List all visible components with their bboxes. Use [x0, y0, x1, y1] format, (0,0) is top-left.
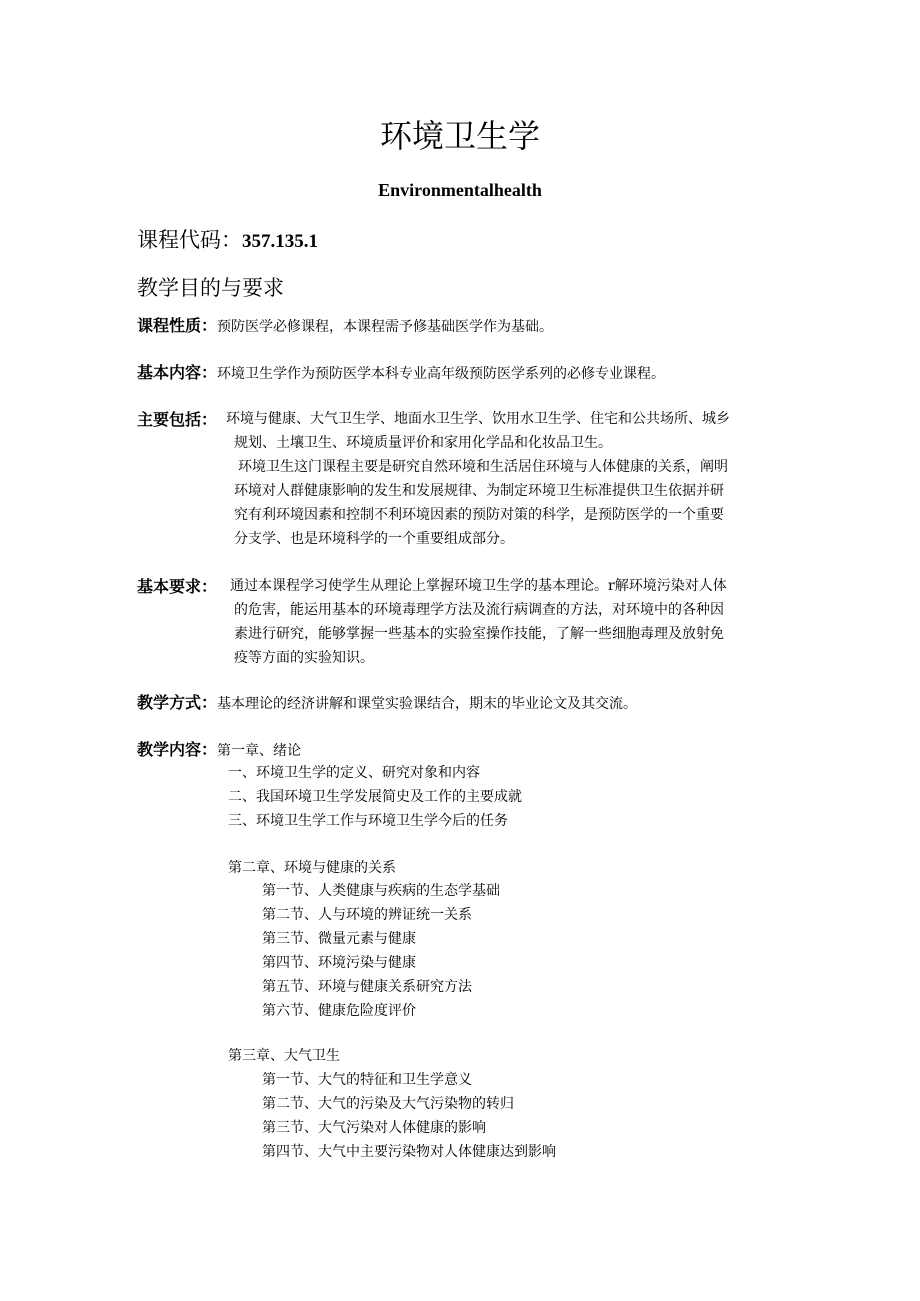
- requirements-line: 的危害，能运用基本的环境毒理学方法及流行病调查的方法，对环境中的各种因: [234, 602, 724, 618]
- requirements-line: 疫等方面的实验知识。: [234, 650, 374, 666]
- section-item: 二、我国环境卫生学发展简史及工作的主要成就: [228, 789, 522, 805]
- document-subtitle: Environmentalhealth: [378, 180, 542, 200]
- section-item: 第六节、健康危险度评价: [262, 1003, 416, 1019]
- includes-line: 究有利环境因素和控制不利环境因素的预防对策的科学，是预防医学的一个重要: [234, 507, 724, 523]
- methods-text: 基本理论的经济讲解和课堂实验课结合，期末的毕业论文及其交流。: [217, 696, 638, 712]
- nature-line: [137, 313, 553, 339]
- teaching-line: [137, 737, 301, 763]
- requirements-line: 通过本课程学习使学生从理论上掌握环境卫生学的基本理论。r解环境污染对人体: [230, 578, 727, 594]
- nature-label: 课程性质：: [137, 316, 218, 335]
- section-item: 第二节、大气的污染及大气污染物的转归: [262, 1096, 514, 1112]
- section-item: 第四节、大气中主要污染物对人体健康达到影响: [262, 1144, 556, 1160]
- section-item: 第一节、人类健康与疾病的生态学基础: [262, 883, 500, 899]
- requirements-line: 素进行研究，能够掌握一些基本的实验室操作技能，了解一些细胞毒理及放射免: [234, 626, 724, 642]
- includes-paragraph: [226, 407, 730, 551]
- course-code-value: 357.135.1: [242, 231, 318, 252]
- section-item: 第一节、大气的特征和卫生学意义: [262, 1072, 472, 1088]
- includes-line: 环境对人群健康影响的发生和发展规律、为制定环境卫生标准提供卫生依据并研: [234, 483, 724, 499]
- chapter-2-items: [262, 879, 500, 1023]
- chapter-title: 第三章、大气卫生: [228, 1048, 340, 1064]
- objectives-heading: 教学目的与要求: [137, 276, 284, 300]
- section-item: 第三节、微量元素与健康: [262, 931, 416, 947]
- course-code-line: [137, 226, 318, 254]
- section-item: 第二节、人与环境的辨证统一关系: [262, 907, 472, 923]
- section-item: 第五节、环境与健康关系研究方法: [262, 979, 472, 995]
- document-title: 环境卫生学: [379, 117, 540, 155]
- chapter-1-items: [228, 761, 522, 833]
- section-item: 一、环境卫生学的定义、研究对象和内容: [228, 765, 480, 781]
- includes-line: 环境与健康、大气卫生学、地面水卫生学、饮用水卫生学、住宅和公共场所、城乡: [226, 411, 730, 427]
- content-line: [137, 360, 665, 386]
- nature-text: 预防医学必修课程，本课程需予修基础医学作为基础。: [217, 319, 554, 335]
- methods-label: 教学方式：: [137, 693, 218, 712]
- section-item: 第四节、环境污染与健康: [262, 955, 416, 971]
- includes-line: 环境卫生这门课程主要是研究自然环境和生活居住环境与人体健康的关系，阐明: [238, 459, 728, 475]
- includes-line: 分支学、也是环境科学的一个重要组成部分。: [234, 531, 514, 547]
- content-text: 环境卫生学作为预防医学本科专业高年级预防医学系列的必修专业课程。: [217, 366, 666, 382]
- methods-line: [137, 690, 637, 716]
- requirements-paragraph: [230, 574, 727, 670]
- section-item: 三、环境卫生学工作与环境卫生学今后的任务: [228, 813, 508, 829]
- requirements-label: 基本要求：: [137, 577, 218, 596]
- includes-label: 主要包括：: [137, 410, 218, 429]
- section-item: 第三节、大气污染对人体健康的影响: [262, 1120, 486, 1136]
- chapter-3-items: [262, 1068, 556, 1164]
- content-label: 基本内容：: [137, 363, 218, 382]
- includes-line: 规划、土壤卫生、环境质量评价和家用化学品和化妆品卫生。: [234, 435, 612, 451]
- chapter-title: 第二章、环境与健康的关系: [228, 860, 396, 876]
- course-code-label: 课程代码：: [137, 228, 242, 252]
- teaching-label: 教学内容：: [137, 740, 218, 759]
- chapter-title: 第一章、绪论: [217, 743, 302, 759]
